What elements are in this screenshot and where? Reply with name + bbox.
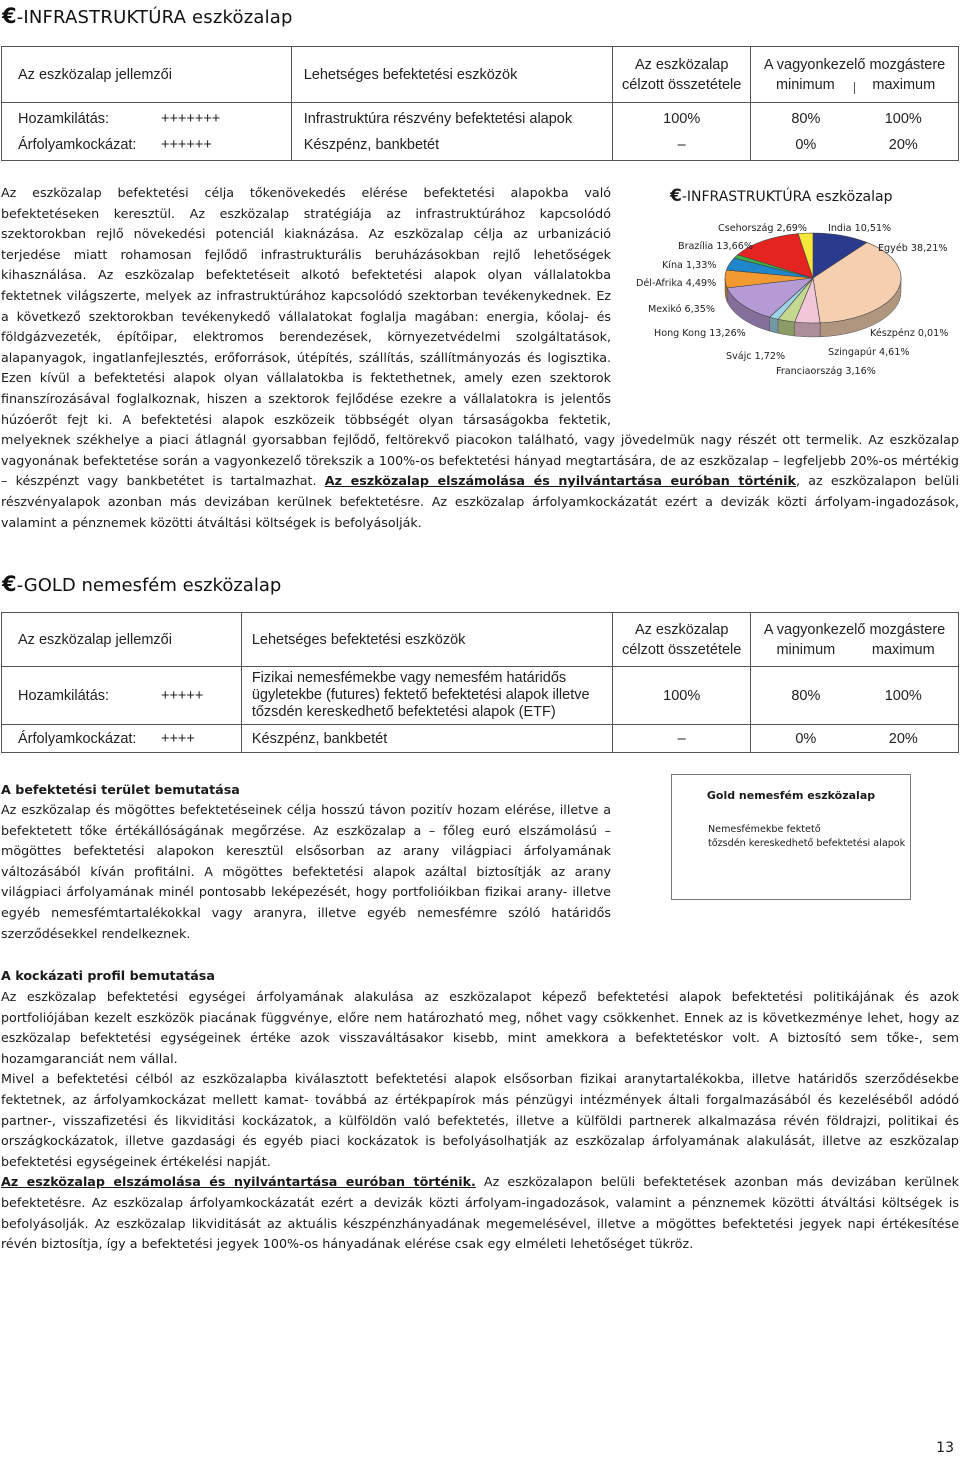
table-header-row: Az eszközalap jellemzői Lehetséges befektetési eszközök Az eszközalap célzott összetétele A vagyonkezelő mozgástere minimum maximum: [2, 613, 959, 667]
pie-label-készpénz: Készpénz 0,01%: [870, 328, 949, 339]
header-target: Az eszközalap célzott összetétele: [613, 47, 751, 103]
chart-title: €-INFRASTRUKTÚRA eszközalap: [670, 186, 893, 206]
header-characteristic: Az eszközalap jellemzői: [2, 47, 292, 103]
infra-spec-table: [1, 46, 959, 161]
gold-chart: [671, 774, 911, 900]
gold-chart-legend: Nemesfémekbe fektető tőzsdén kereskedhető befektetési alapok: [708, 824, 906, 849]
gold-area-title: A befektetési terület bemutatása: [1, 782, 240, 797]
gold-spec-table: [1, 612, 959, 753]
pie-label-csehország: Csehország 2,69%: [718, 223, 808, 234]
pie-label-hong kong: Hong Kong 13,26%: [654, 328, 746, 339]
infra-description: Az eszközalap befektetési célja tőkenövekedés elérése befektetési alapokba való befektetéseken keresztül. Az eszközalap stratégiája az infrastruktúrához kapcsolódó szektorokban rejlő növekedési potenciál kiaknázása. Az eszközalap célja az urbanizáció terjedése miatt rohamosan fejlődő infrastrukturális beruházásokban rejlő lehetőségek kihasználása. Az eszközalap befektetéseit alkotó befektetési alapok olyan vállalatokba fektetnek világszerte, melyek az infrastruktúrához kapcsolódó szektorban tevékenykednek. Ez a következő szektorokban tevékenykedő vállalatokat foglalja magában: energia, kőolaj- és földgázvezeték, építőipar, elektromos berendezések, környezetvédelmi szolgáltatások, alapanyagok, ingatlanfejlesztés, erőforrások, útépítés, szállítás, szállítmányozás és logisztika. Ezen kívül a befektetési alapok olyan vállalatokba is fektethetnek, amely ezen szektorok finanszírozásával foglalkoznak, hiszen a szektorok fejlődése ezekre a vállalatokra is jelentős húzóerőt fejt ki. A befektetési alapok eszközeik többségét olyan társaságokba fektetik, melyeknek székhelye a piaci átlagnál gyorsabban fejlődő, feltörekvő piacokon található, vagy jövedelmük nagy részét ott termelik. Az eszközalap vagyonának befektetése során a vagyonkezelő törekszik a 100%-os befektetési hányad megtartására, de az eszközalap – legfeljebb 20%-os mértékig – készpénzt vagy bankbetétet is tartalmazhat. Az eszközalap elszámolása és nyilvántartása euróban történik, az eszközalapon belüli részvényalapok azonban más devizában kerülnek befektetésre. Az eszközalap árfolyamkockázatát ezért a devizák közti árfolyam-ingadozások, valamint a pénznemek közötti átváltási költségek is befolyásolják.: [1, 185, 959, 530]
header-min: minimum: [775, 76, 835, 93]
pie-label-kína: Kína 1,33%: [662, 260, 717, 271]
table-row: Árfolyamkockázat: ++++ Készpénz, bankbetét – 0% 20%: [2, 725, 959, 753]
gold-currency-note: Az eszközalap elszámolása és nyilvántartása euróban történik.: [1, 1174, 476, 1190]
pie-label-franciaország: Franciaország 3,16%: [776, 366, 876, 377]
pie-label-brazília: Brazília 13,66%: [678, 241, 753, 252]
table-row: Hozamkilátás: +++++++ Árfolyamkockázat: ++++++ Infrastruktúra részvény befektetési alapok Készpénz, bankbetét 100% – 80% 100% 0% 20%: [2, 103, 959, 161]
table-header-row: [2, 47, 959, 103]
infra-currency-note: Az eszközalap elszámolása és nyilvántartása euróban történik: [324, 473, 796, 489]
pie-label-egyéb: Egyéb 38,21%: [878, 243, 948, 254]
gold-risk-title: A kockázati profil bemutatása: [1, 968, 215, 983]
rating-risk: ++++++: [161, 136, 212, 153]
page-number: 13: [936, 1440, 954, 1456]
gold-chart-title: Gold nemesfém eszközalap: [706, 789, 876, 802]
rating-return: +++++++: [161, 110, 221, 127]
gold-area-text: Az eszközalap és mögöttes befektetéseinek célja hosszú távon pozitív hozam elérése, illetve a befektetett tőke értékállóságának megőrzése. Az eszközalap a – főleg euró elszámolású – mögöttes befektetési alapokon keresztül elsősorban az arany világpiaci árfolyamának változásából kíván profitálni. A mögöttes befektetési alapok azáltal biztosítják az arany világpiaci árfolyamának minél pontosabb leképezését, hogy portfolióikban fizikai arany- illetve egyéb nemesfémtartalékokkal vagy aranyra, illetve egyéb nemesfémre szóló határidős szerződésekkel rendelkeznek.: [1, 802, 611, 941]
pie-label-svájc: Svájc 1,72%: [726, 351, 786, 362]
pie-label-mexikó: Mexikó 6,35%: [648, 304, 715, 315]
header-max: maximum: [872, 76, 936, 93]
euro-symbol: €: [2, 4, 17, 28]
infra-heading: €-INFRASTRUKTÚRA eszközalap: [2, 4, 293, 28]
pie-label-dél-afrika: Dél-Afrika 4,49%: [636, 278, 717, 289]
pie-label-india: India 10,51%: [828, 223, 892, 234]
table-row: Hozamkilátás: +++++ Fizikai nemesfémekbe vagy nemesfém határidős ügyletekbe (futures) fektető befektetési alapok illetve tőzsdén kereskedhető befektetési alapok (ETF) 100% 80% 100%: [2, 667, 959, 725]
pie-label-szingapúr: Szingapúr 4,61%: [828, 347, 910, 358]
header-range: A vagyonkezelő mozgástere minimum maximum: [751, 47, 959, 103]
gold-risk-text: Az eszközalap befektetési egységei árfolyamának alakulása az eszközalapot képező befektetési alapok befektetési politikájának és azok portfoliójában kezelt eszközök piacának függvénye, előre nem határozható meg, nőhet vagy csökkenhet. Ennek az is következménye lehet, hogy az eszközalap befektetési egységeinek értéke azok visszaváltásakor kisebb, mint amekkora a befektetéskor volt. A biztosító sem tőke-, sem hozamgaranciát nem vállal. Mivel a befektetési célból az eszközalapba kiválasztott befektetési alapok elsősorban fizikai aranytartalékokba, illetve határidős szerződésekbe fektetnek, az árfolyamkockázat mellett kamat- továbbá az értékpapírok más pénzügyi intézmények általi forgalmazásából és kezeléséből adódó partner-, visszafizetési és likviditási kockázatok, a külföldön való befektetés, illetve a külföldi partnerek alkalmazása révén földrajzi, politikai és országkockázatok, illetve gazdasági és egyéb piaci kockázatok is befolyásolhatják az eszközalap árfolyamának alakulását, illetve az eszközalap befektetési egységeinek értékelési napját. Az eszközalap elszámolása és nyilvántartása euróban történik. Az eszközalapon belüli befektetések azonban más devizában kerülnek befektetésre. Az eszközalap árfolyamkockázatát ezért a devizák közti árfolyam-ingadozások, valamint a pénznemek közötti átváltási költségek is befolyásolják. Az eszközalap likviditását az aktuális készpénzhányadának megemelésével, illetve a mögöttes befektetési jegyek napi értékesítése révén biztosítja, így a befektetési jegyek 100%-os hányadának elérése csak egy elméleti lehetőséget tükröz.: [1, 989, 959, 1252]
gold-heading: €-GOLD nemesfém eszközalap: [2, 572, 282, 596]
header-assets: Lehetséges befektetési eszközök: [291, 47, 613, 103]
